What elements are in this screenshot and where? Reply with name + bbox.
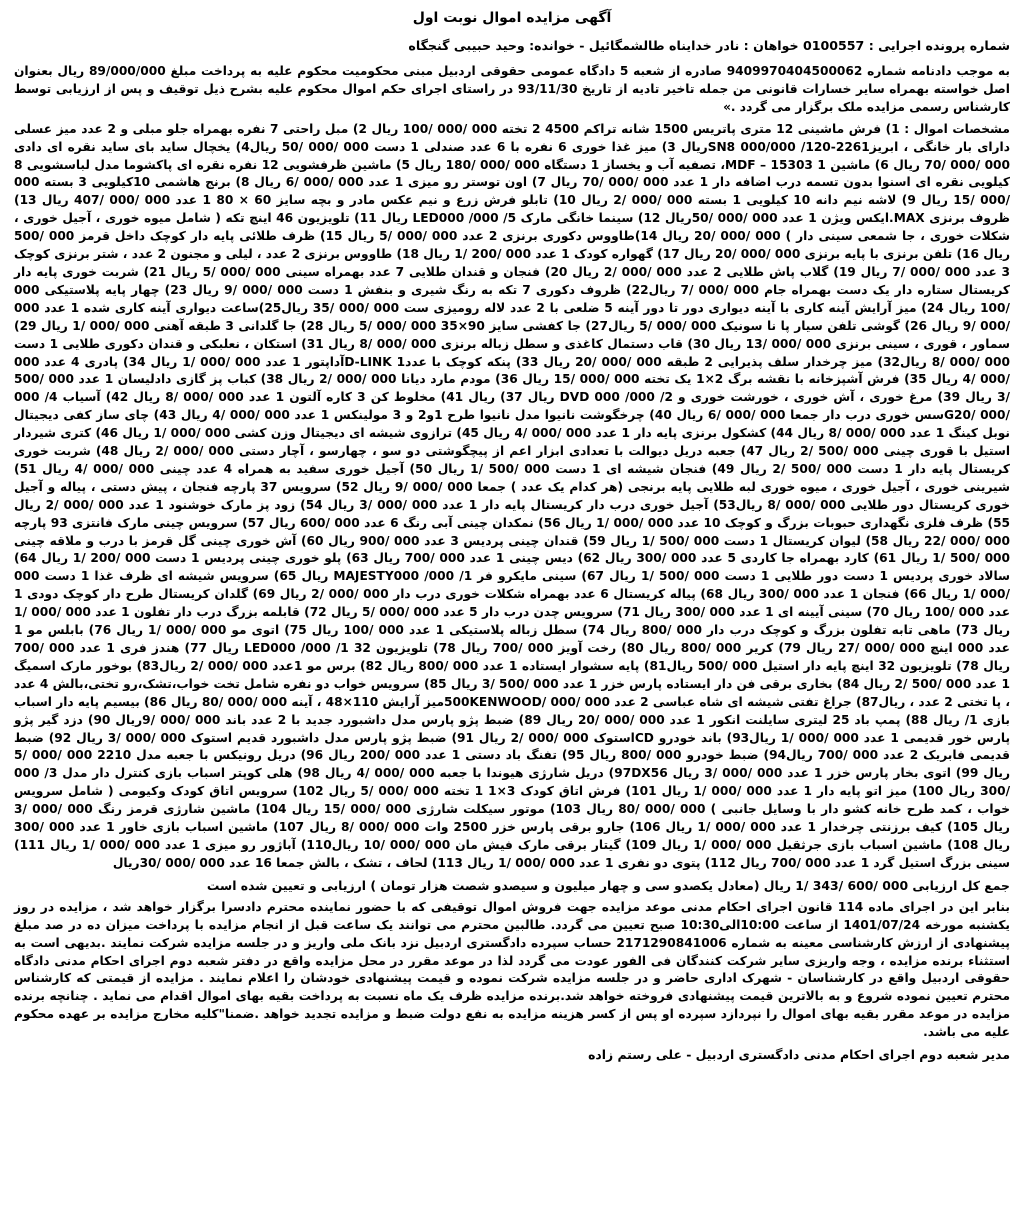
intro-paragraph: به موجب دادنامه شماره 9409970404500062 صادره از شعبه 5 دادگاه عمومی حقوقی اردبیل مبنی محکومیت محکوم علیه به پرداخت مبلغ 89/000/000 ریال بعنوان اصل خواسته بهمراه سایر خسارات قانونی من جمله تاخیر تادیه از تاریخ 93/11/30 در راستای اجرای حکم اموال محکوم علیه بشرح ذیل توقیف و پس از ارزیابی توسط کارشناس رسمی مزایده ملک برگزار می گردد .» [14, 64, 1011, 114]
total-valuation: جمع کل ارزیابی 000 /600 /343 /1 ریال (معادل یکصدو سی و چهار میلیون و سیصدو شصت هزار تومان ) ارزیابی و تعیین شده است [206, 877, 1010, 893]
auction-conditions: بنابر این در اجرای ماده 114 قانون اجرای احکام مدنی موعد مزایده جهت فروش اموال توقیفی که با حضور نماینده محترم دادسرا برگزار خواهد شد ، مزایده در روز یکشنبه مورخه 1401/07/24 از ساعت 10:00الی10:30 صبح تعیین می گردد. طالبین محترم می توانند یک ساعت قبل از انجام مزایده با پرداخت میزان ده در صد مبلغ پیشنهادی از ارزش کارشناسی معینه به شماره 2171290841006 حساب سپرده دادگستری اردبیل نزد بانک ملی واریز و در جلسه مزایده شرکت نمایند .بدیهی است به استثناء برنده مزایده ، وجه واریزی سایر شرکت کنندگان فی الفور عودت می گردد لذا در موعد مقرر در محل مزایده واقع در دفتر شعبه دوم اجرای احکام مدنی دادگاه حقوقی اردبیل واقع در کارشناسان - شهرک اداری حاضر و در جلسه مزایده شرکت نموده و قیمت پیشنهادی خودشان را اعلام نمایند . مزایده از قیمتی که کارشناس محترم تعیین نموده شروع و به بالاترین قیمت پیشنهادی فروخته خواهد شد.برنده مزایده ظرف یک ماه نسبت به پرداخت بقیه بهای اموال اقدام می نماید . چنانچه برنده مزایده در موعد مقرر بقیه بهای اموال را نپردازد سپرده او پس از کسر هزینه مزایده به نفع دولت ضبط و مزایده تجدید خواهد .ضمنا"کلیه مخارج مزایده بر عهده محکوم علیه می باشد. [14, 899, 1010, 1040]
signature-line: مدیر شعبه دوم اجرای احکام مدنی دادگستری اردبیل - علی رستم زاده [588, 1047, 1010, 1063]
case-number-line: شماره پرونده اجرایی : 0100557 خواهان : نادر خدایناه طالشمگائیل - خوانده: وحید حبیبی گنجگاه [408, 38, 1010, 53]
notice-title: آگهی مزایده اموال نوبت اول [412, 10, 612, 26]
property-specifications: مشخصات اموال : 1) فرش ماشینی 12 متری پاتریس 1500 شانه تراکم 4500 2 تخته 000 /000 /100 ریال 2) مبل راحتی 7 نفره بهمراه جلو مبلی و 2 عدد میز عسلی دارای بار خانگی ، ابریز2261-SN8 000/000 /120ریال 3) میز غذا خوری 6 نفره با 6 عدد صندلی 1 دست 000 /000 /50 ریال4) یخچال ساید بای ساید نقره ای دادی 000 /000 /70 ریال 6) ماشین MDF – 15303 1، تصفیه آب و یخساز 1 دستگاه 000 /000 /180 ریال 5) ماشین ظرفشویی 12 نفره نقره ای پاکشوما مدل لباسشویی 8 کیلویی نقره ای اسنوا بدون تسمه درب اضافه دار 1 عدد 000 /000 /70 ریال 7) اون توستر رو میزی 1 عدد 000 /000 /6 ریال 8) برنج هاشمی 10کیلویی 3 بسته 000 /000 /15 ریال 9) لاشه نیم دانه 10 کیلویی 1 بسته 000 /000 /2 ریال 10) تابلو فرش زرع و نیم عکس مادر و بچه سایز 60 × 80 1 عدد 000 /000 /407 ریال 13) ظروف برنزی MAX.ایکس ویژن 1 عدد 000 /000 /50ریال 12) سینما خانگی مارک LED000 /000 /5 ریال 11) تلویزیون 46 اینچ تکه ( شامل میوه خوری ، آجیل خوری ، شکلات خوری ، جا شمعی سینی دار ) 000 /000 /20 ریال 14)طاووس دکوری برنزی 2 عدد 000 /000 /5 ریال 15) ظرف طلائی پایه دار کوچک داخل قرمز 000 /500 ریال 16) تلفن برنزی با پایه برنزی 000 /000 /20 ریال 17) گهواره کودک 1 عدد 000 /200 /1 ریال 18) طاووس برنزی 2 عدد ، لیلی و مجنون 2 عدد ، شتر برنزی کوچک 3 عدد 000 /000 /7 ریال 19) گلاب پاش طلایی 2 عدد 000 /000 /2 ریال 20) فنجان و قندان طلایی 7 عدد بهمراه سینی 000 /000 /5 ریال 21) شربت خوری پایه دار کریستال ستاره دار یک دست بهمراه جام 000 /000 /7 ریال22) ظروف دکوری 7 تکه به رنگ شیری و بنفش 1 دست 000 /000 /9 ریال 23) چهار پایه پلاستیکی 000 /100 ریال 24) میز آرایش آینه کاری با آینه دیواری دور تا دور آینه 5 ضلعی با 2 عدد لاله رومیزی ست 000 /000 /35 ریال25)ساعت دیواری آینه کاری شده 1 عدد 000 /000 /9 ریال 26) گوشی تلفن سیار پا نا سونیک 000 /000 /5 ریال27) جا کفشی سایز 90×35 000 /000 /5 ریال 28) جا گلدانی 3 طبقه آهنی 000 /000 /1 ریال 29) سماور ، قوری ، سینی برنزی 000 /000 /13 ریال 30) قاب دستمال کاغذی و سطل زباله برنزی 000 /000 /8 ریال 31) استکان ، نعلبکی و قندان دکوری طلایی 1 دست 000 /000 /8 ریال32) میز چرخدار سلف پذیرایی 2 طبقه 000 /000 /20 ریال 33) پنکه کوچک با عدد1 D-LINKآداپتور 1 عدد 000 /000 /1 ریال 34) پادری 4 عدد 000 /000 /4 ریال 35) فرش آشپزخانه با نقشه برگ 2×1 یک تخته 000 /000 /15 ریال 36) مودم مارد دیانا 000 /000 /2 ریال 38) کباب پز گازی دادلیسان 1 عدد 000 /500 /3 ریال 39) مرغ خوری ، آش خوری ، خورشت خوری و DVD 000 /000 /2 ریال 37) ریال 41) مخلوط کن 3 کاره آلتون 1 عدد 000 /000 /8 ریال 42) آسیاب 4/ 000 /000 /G20سس خوری درب دار جمعا 000 /000 /6 ریال 40) چرخگوشت نانیوا مدل نانیوا طرح 1و2 و 3 مولینکس 1 عدد 000 /000 /4 ریال 43) چای ساز کفی دیجیتال نوبل کینگ 1 عدد 000 /000 /8 ریال 44) کشکول برنزی پایه دار 1 عدد 000 /000 /4 ریال 45) ترازوی شیشه ای دیجیتال وزن کشی 000 /000 /1 ریال 46) کتری شیردار استیل با قوری چینی 000 /500 /2 ریال 47) جعبه دریل دیوالت با تعدادی ابزار اعم از پیچگوشتی دو سو ، چهارسو ، آچار دستی 000 /000 /2 ریال 48) شربت خوری کریستال پایه دار 1 دست 000 /500 /2 ریال 49) فنجان شیشه ای 1 دست 000 /500 /1 ریال 50) آجیل خوری سفید به همراه 4 عدد چینی 000 /000 /4 ریال 51) شیرینی خوری ، آجیل خوری ، میوه خوری لبه طلایی پایه برنجی (هر کدام یک عدد ) جمعا 000 /000 /9 ریال 52) سرویس 37 پارچه فنجان ، پیش دستی ، پیاله و آجیل خوری کریستال دور طلایی 000 /000 /8 ریال53) آجیل خوری درب دار کریستال پایه دار 1 عدد 000 /000 /3 ریال 54) زود پز مارک خوشنود 1 عدد 000 /000 /2 ریال 55) ظرف فلزی نگهداری حبوبات بزرگ و کوچک 10 عدد 000 /000 /1 ریال 56) نمکدان چینی آبی رنگ 6 عدد 000 /600 ریال 57) سرویس چینی مارک فانتزی 93 پارچه 000 /000 /22 ریال 58) لیوان کریستال 1 دست 000 /500 /1 ریال 59) قندان چینی پردیس 3 عدد 000 /900 ریال 60) آش خوری چینی گل قرمز با درب و ملاقه چینی 000 /500 /1 ریال 61) کارد بهمراه جا کاردی 5 عدد 000 /300 ریال 62) دیس چینی 1 عدد 000 /700 ریال 63) پلو خوری چینی پردیس 1 دست 000 /200 /1 ریال 64) سالاد خوری پردیس 1 دست دور طلایی 1 دست 000 /500 /1 ریال 67) سینی مایکرو فر MAJESTY000 /000 /1 ریال 65) سرویس شیشه ای ظرف غذا 1 دست 000 /000 /1 ریال 66) فنجان 1 عدد 000 /300 ریال 68) پیاله کریستال 6 عدد بهمراه شکلات خوری درب دار 000 /000 /2 ریال 69) گلدان کریستال طرح دار کوچک دودی 1 عدد 000 /100 ریال 70) سینی آیینه ای 1 عدد 000 /300 ریال 71) سرویس چدن درب دار 5 عدد 000 /000 /5 ریال 72) قابلمه بزرگ درب دار تفلون 1 عدد 000 /000 /1 ریال 73) ماهی تابه تفلون بزرگ و کوچک درب دار 000 /800 ریال 74) سطل زباله پلاستیکی 1 عدد 000 /100 ریال 75) اتوی مو 000 /000 /1 ریال 76) بابلس مو 1 عدد 000 اینچ 000 /000 /27 ریال 79) کریر 000 /800 ریال 80) رخت آویز 000 /700 ریال 78) تلویزیون 32 LED000 /000 /1 ریال 77) هندز فری 1 عدد 000 /700 ریال 78) تلویزیون 32 اینچ پایه دار استیل 000 /500 ریال81) پایه سشوار ایستاده 1 عدد 000 /800 ریال 82) برس مو 1عدد 000 /000 /2 ریال83) بوخور مارک اسمیگ 1 عدد 000 /500 /2 ریال 84) بخاری برقی فن دار ایستاده پارس خزر 1 عدد 000 /500 /3 ریال 85) سرویس خواب دو نفره شامل تخت خواب،تشک،رو تختی،بالش 4 عدد ، پا تختی 2 عدد ، ریال87) جراغ تفتی شیشه ای شاه عباسی 2 عدد 000 /000 /500KENWOODمیز آرایش 110×48 ، آینه 000 /000 /80 ریال 86) بیسیم پایه دار اسباب بازی 1/ ریال 88) پمپ باد 25 لیتری سایلنت انکور 1 عدد 000 /000 /20 ریال 89) ضبط پژو پارس مدل داشبورد جدید با 2 عدد باند 000 /000 /9ریال 90) دزد گیر پژو پارس خور قدیمی 1 عدد 000 /000 /1 ریال93) باند خودرو CDاستوک 000 /000 /2 ریال 91) ضبط پژو پارس مدل داشبورد قدیم استوک 000 /000 /3 ریال 92) ضبط قدیمی فابریک 2 عدد 000 /700 ریال94) ضبط خودرو 000 /800 ریال 95) تفنگ باد دستی 1 عدد 000 /200 ریال 96) دریل رونیکس با جعبه مدل 2210 000 /000 /5 ریال 99) اتوی بخار پارس خزر 1 عدد 000 /000 /3 ریال 97DX56) دریل شارژی هیوندا با جعبه 000 /000 /4 ریال 98) هلی کوپتر اسباب بازی کنترل دار مدل 3/ 000 /300 ریال 100) میز اتو پایه دار 1 عدد 000 /000 /1 ریال 101) فرش اتاق کودک 3×1 1 تخته 000 /000 /5 ریال 102) سرویس اتاق کودک وکیومی ( شامل سرویس خواب ، کمد طرح خانه کشو دار با وسایل جانبی ) 000 /000 /80 ریال 103) موتور سیکلت شارژی 000 /000 /15 ریال 104) ماشین شارژی قرمز رنگ 000 /000 /3 ریال 105) کیف برزنتی چرخدار 1 عدد 000 /000 /1 ریال 106) جارو برقی پارس خزر 2500 وات 000 /000 /8 ریال 107) ماشین اسباب بازی خاور 1 عدد 000 /300 ریال 108) ماشین اسباب بازی جرثقیل 000 /000 /1 ریال 109) گیتار برقی مارک فیش مان 000 /000 /10 ریال110) آباژور رو میزی 1 عدد 000 /000 /1 ریال 111) سینی بزرگ استیل گرد 1 عدد 000 /700 ریال 112) پتوی دو نفری 1 عدد 000 /000 /1 ریال 113) لحاف ، تشک ، بالش جمعا 16 عدد 000 /000 /30ریال [14, 121, 1011, 870]
